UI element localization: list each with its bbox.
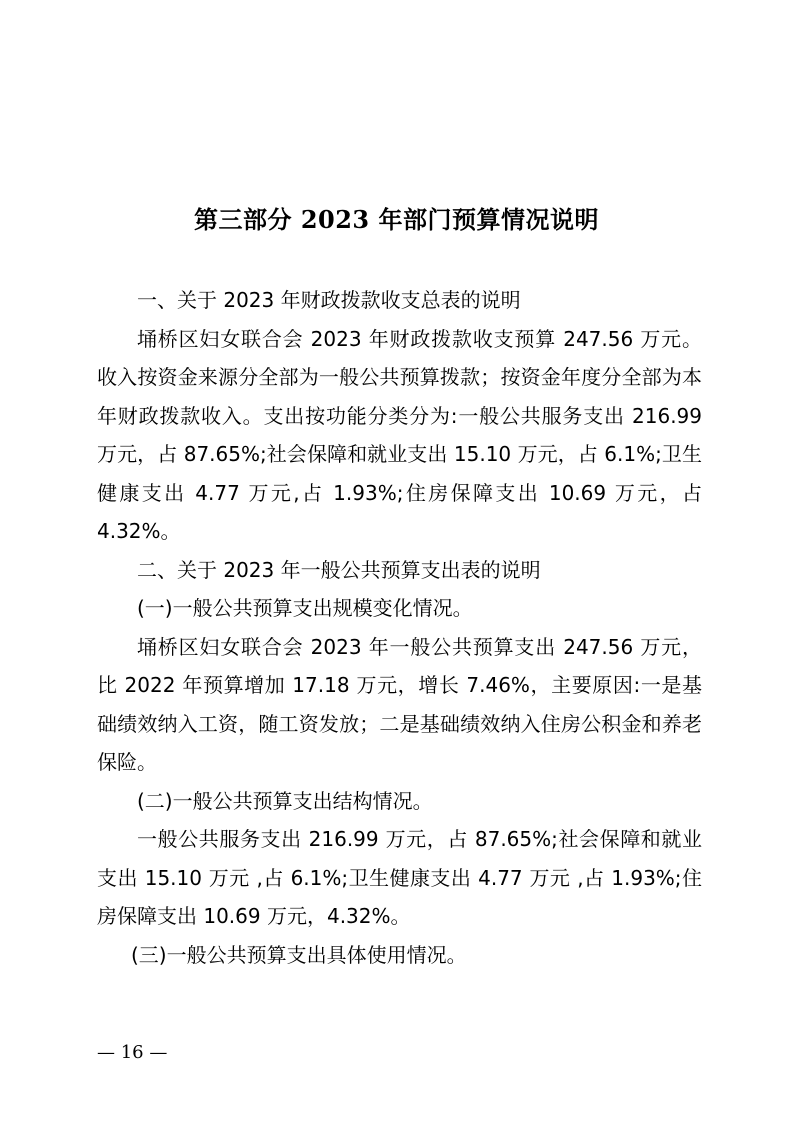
subheading-structure: (二)一般公共预算支出结构情况。 (137, 788, 433, 813)
subheading-specific-use: (三)一般公共预算支出具体使用情况。 (131, 942, 467, 967)
paragraph-scale-change: 埇桥区妇女联合会 2023 年一般公共预算支出 247.56 万元，比 2022 年预算增加 17.18 万元，增长 7.46%，主要原因:一是基础绩效纳入工资，随工资发放；二是基础绩效纳入住房公积金和养老保险。 (97, 634, 702, 774)
page-title: 第三部分 2023 年部门预算情况说明 (193, 205, 599, 234)
paragraph-revenue-summary: 埇桥区妇女联合会 2023 年财政拨款收支预算 247.56 万元。收入按资金来源分全部为一般公共预算拨款；按资金年度分全部为本年财政拨款收入。支出按功能分类分为:一般公共服务支出 216.99 万元，占 87.65%;社会保障和就业支出 15.10 万元，占 6.1%;卫生健康支出 4.77 万元,占 1.93%;住房保障支出 10.69 万元，占 4.32%。 (97, 326, 702, 543)
document-body (97, 281, 702, 974)
subheading-scale-change: (一)一般公共预算支出规模变化情况。 (137, 596, 473, 620)
paragraph-structure: 一般公共服务支出 216.99 万元，占 87.65%;社会保障和就业支出 15.10 万元 ,占 6.1%;卫生健康支出 4.77 万元 ,占 1.93%;住房保障支出 10.69 万元，4.32%。 (97, 827, 702, 928)
section-heading-1: 一、关于 2023 年财政拨款收支总表的说明 (137, 288, 521, 312)
section-heading-2: 二、关于 2023 年一般公共预算支出表的说明 (137, 557, 541, 582)
page-number: — 16 — (97, 1042, 168, 1063)
